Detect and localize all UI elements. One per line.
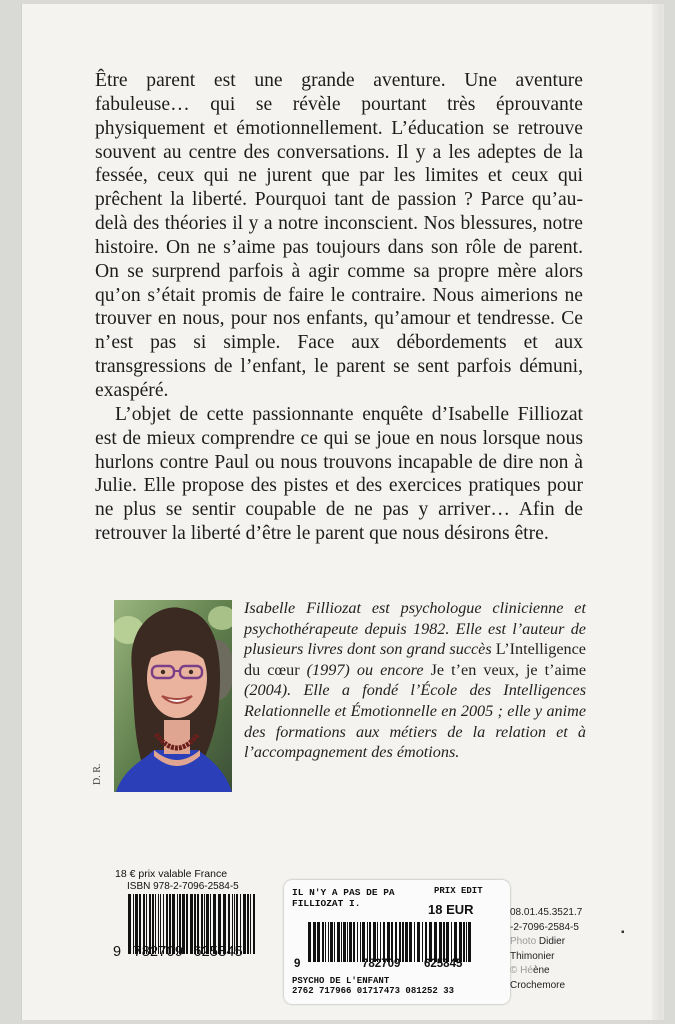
ean-prefix: 9 [113, 944, 122, 960]
author-portrait-image [114, 600, 232, 792]
side-credit-2 [510, 964, 600, 993]
barcode-bar [357, 922, 358, 962]
barcode-bar [451, 922, 452, 962]
barcode-bar [373, 922, 376, 962]
sticker-codes: 2762 717966 01717473 081252 33 [292, 986, 455, 996]
sticker-author: FILLIOZAT I. [292, 898, 361, 909]
sticker-digits-3: 625845 [424, 958, 463, 970]
bio-book-title-1: L’Intelligence du cœur [244, 640, 586, 679]
barcode-bar [422, 922, 423, 962]
barcode-bar [391, 922, 393, 962]
barcode-bar [328, 922, 329, 962]
sticker-price-title: PRIX EDIT [434, 886, 483, 896]
sticker-barcode [308, 922, 472, 962]
barcode-bar [347, 922, 348, 962]
side-phone: 08.01.45.3521.7 [510, 907, 583, 918]
bio-text-2: (1997) ou encore [299, 660, 431, 679]
bio-text-3: (2004). Elle a fondé l’École des Intelligences Relationnelle et Émotionnelle en 2005 ; elle y anime des formations aux métiers de la relation et à l’accompagnement des émotions. [244, 681, 586, 762]
barcode-bar [337, 922, 340, 962]
barcode-bar [409, 922, 412, 962]
side-credit-2-prefix: © Hé [510, 965, 533, 976]
price-block [115, 868, 275, 893]
barcode-bar [308, 922, 311, 962]
price-label: 18 € prix valable France [115, 868, 228, 880]
barcode-bar [446, 922, 449, 962]
blurb-paragraph-1: Être parent est une grande aventure. Une aventure fabuleuse… qui se révèle pourtant très éprouvante physiquement et émotionnellement. L’éducation se retrouve souvent au centre des conversations. Il y a les adeptes de la fessée, ceux qui ne jurent que par les limites et ceux qui prêchent la liberté. Pourquoi tant de passion ? Parce qu’au-delà des théories il y a notre inconscient. Nos blessures, notre histoire. On ne s’aime pas toujours dans son rôle de parent. On se surprend parfois à agir comme sa propre mère alors qu’on s’était promis de faire le contraire. Nous aimerions ne trouver en nous, pour nos enfants, qu’amour et tendresse. Ce n’est pas si simple. Face aux débordements et aux transgressions de l’enfant, le parent se sent parfois démuni, exaspéré. [95, 70, 583, 401]
barcode-bar [380, 922, 381, 962]
barcode-bar [330, 922, 333, 962]
barcode-bar [349, 922, 352, 962]
side-info [510, 906, 600, 993]
barcode-bar [362, 922, 365, 962]
stray-mark: ▪ [621, 927, 625, 938]
barcode-bar [425, 922, 427, 962]
cover-edge [652, 4, 662, 1020]
barcode-bar [399, 922, 401, 962]
isbn-label: ISBN 978-2-7096-2584-5 [127, 881, 239, 892]
barcode-bar [367, 922, 368, 962]
side-credit-1 [510, 935, 600, 964]
barcode-bar [334, 922, 335, 962]
barcode-bar [383, 922, 385, 962]
barcode-bar [429, 922, 432, 962]
barcode-bar [387, 922, 390, 962]
sticker-digits-1: 9 [294, 958, 301, 970]
barcode-bar [405, 922, 408, 962]
barcode-bar [313, 922, 316, 962]
barcode-bar [369, 922, 371, 962]
barcode-bar [434, 922, 437, 962]
blurb-text [95, 69, 583, 546]
barcode-bar [402, 922, 404, 962]
barcode-bar [466, 922, 467, 962]
barcode-bar [317, 922, 320, 962]
ean-digits [113, 944, 273, 960]
side-credit-2-name: ène Crochemore [510, 965, 566, 991]
barcode-bar [395, 922, 397, 962]
bio-book-title-2: Je t’en veux, je t’aime [430, 660, 587, 679]
barcode-bar [377, 922, 378, 962]
sticker-digits-2: 782709 [362, 958, 401, 970]
barcode-bar [414, 922, 415, 962]
barcode-bar [468, 922, 471, 962]
author-bio [244, 598, 586, 763]
barcode-bar [439, 922, 442, 962]
side-credit-1-name: Didier Thimonier [510, 936, 566, 962]
author-photo [114, 600, 232, 792]
ean-group-1: 782709 [133, 944, 184, 960]
barcode-bar [325, 922, 326, 962]
ean-group-2: 625845 [193, 944, 243, 960]
barcode-bar [417, 922, 420, 962]
barcode-bar [360, 922, 361, 962]
side-credit-1-prefix: Photo [510, 936, 537, 947]
barcode-bar [322, 922, 324, 962]
barcode-bar [459, 922, 462, 962]
barcode-bar [463, 922, 465, 962]
bio-text-1: Isabelle Filliozat est psychologue clinicienne et psychothérapeute depuis 1982. Elle est l’auteur de plusieurs livres dont son grand succès [244, 599, 586, 659]
price-sticker [284, 880, 510, 1004]
barcode-bar [341, 922, 342, 962]
sticker-category: PSYCHO DE L'ENFANT [292, 976, 390, 986]
sticker-price-value: 18 EUR [428, 902, 474, 917]
barcode-bar [454, 922, 457, 962]
barcode-bar [443, 922, 445, 962]
photo-credit: D. R. [92, 763, 103, 785]
barcode-bar [343, 922, 346, 962]
barcode-bar [353, 922, 355, 962]
blurb-paragraph-2: L’objet de cette passionnante enquête d’Isabelle Filliozat est de mieux comprendre ce qui se joue en nous lorsque nous hurlons contre Paul ou nous trouvons incapable de dire non à Julie. Elle propose des pistes et des exercices pratiques pour ne plus se sentir coupable de ne pas y arriver… Afin de retrouver la liberté d’être le parent que nous désirons être. [95, 403, 583, 545]
sticker-title: IL N'Y A PAS DE PA [292, 887, 395, 898]
side-isbn: -2-7096-2584-5 [510, 921, 579, 933]
